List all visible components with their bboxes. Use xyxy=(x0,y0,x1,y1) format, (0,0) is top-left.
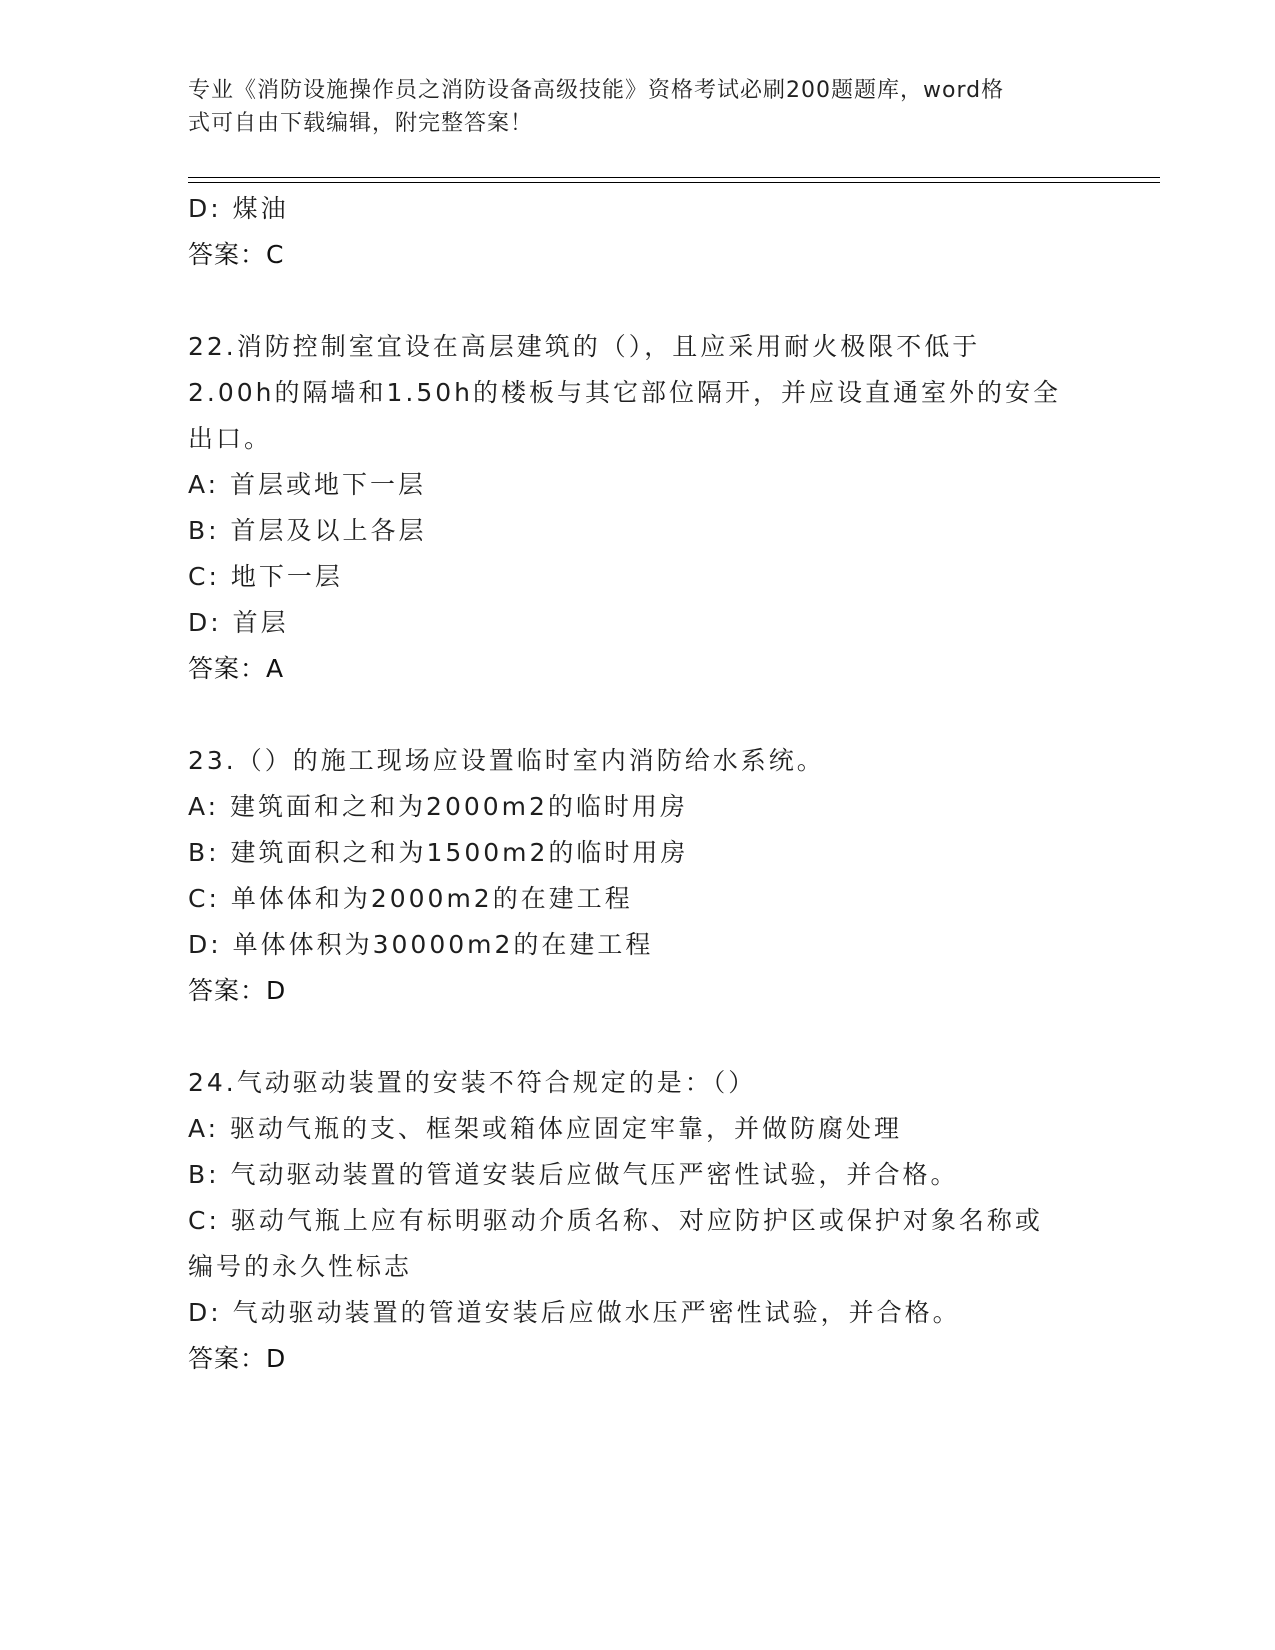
spacer xyxy=(188,278,1088,324)
option-d: D: 单体体积为30000m2的在建工程 xyxy=(188,930,654,959)
spacer xyxy=(188,692,1088,738)
option-a: A: 建筑面和之和为2000m2的临时用房 xyxy=(188,792,688,821)
question-23 xyxy=(188,738,1088,1014)
document-body xyxy=(188,186,1088,1382)
answer-line: 答案：D xyxy=(188,1344,287,1373)
question-22 xyxy=(188,324,1088,692)
header-divider-bottom xyxy=(188,182,1160,183)
header-line-2: 式可自由下载编辑，附完整答案！ xyxy=(188,111,534,136)
option-c: C: 单体体和为2000m2的在建工程 xyxy=(188,884,633,913)
option-c-continued: 编号的永久性标志 xyxy=(188,1252,413,1281)
question-stem-line: 22.消防控制室宜设在高层建筑的（），且应采用耐火极限不低于 xyxy=(188,332,981,361)
option-b: B: 气动驱动装置的管道安装后应做气压严密性试验，并合格。 xyxy=(188,1160,959,1189)
option-d: D: 煤油 xyxy=(188,194,289,223)
option-d: D: 气动驱动装置的管道安装后应做水压严密性试验，并合格。 xyxy=(188,1298,961,1327)
answer-line: 答案：C xyxy=(188,240,285,269)
option-c: C: 驱动气瓶上应有标明驱动介质名称、对应防护区或保护对象名称或 xyxy=(188,1206,1043,1235)
question-stem-line: 出口。 xyxy=(188,424,273,453)
option-a: A: 首层或地下一层 xyxy=(188,470,427,499)
document-header xyxy=(188,74,1068,140)
question-stem-line: 23.（）的施工现场应设置临时室内消防给水系统。 xyxy=(188,746,825,775)
option-d: D: 首层 xyxy=(188,608,289,637)
answer-line: 答案：A xyxy=(188,654,285,683)
question-stem-line: 24.气动驱动装置的安装不符合规定的是：（） xyxy=(188,1068,757,1097)
spacer xyxy=(188,1014,1088,1060)
previous-question-tail xyxy=(188,186,1088,278)
option-c: C: 地下一层 xyxy=(188,562,343,591)
option-a: A: 驱动气瓶的支、框架或箱体应固定牢靠，并做防腐处理 xyxy=(188,1114,903,1143)
header-line-1: 专业《消防设施操作员之消防设备高级技能》资格考试必刷200题题库，word格 xyxy=(188,78,1005,103)
option-b: B: 首层及以上各层 xyxy=(188,516,427,545)
option-b: B: 建筑面积之和为1500m2的临时用房 xyxy=(188,838,689,867)
question-24 xyxy=(188,1060,1088,1382)
header-divider-top xyxy=(188,177,1160,178)
answer-line: 答案：D xyxy=(188,976,287,1005)
question-stem-line: 2.00h的隔墙和1.50h的楼板与其它部位隔开，并应设直通室外的安全 xyxy=(188,378,1062,407)
